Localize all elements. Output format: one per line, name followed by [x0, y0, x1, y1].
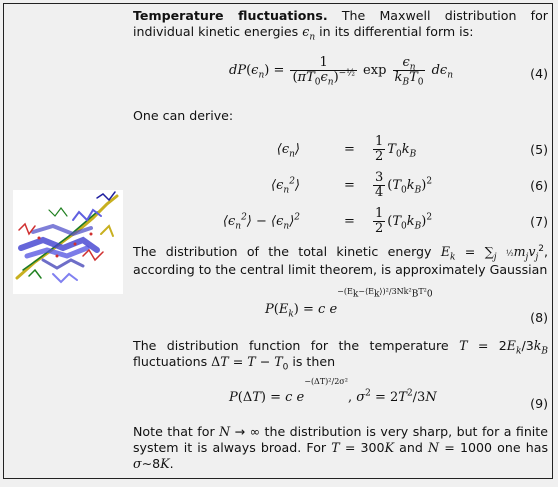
- math-total-energy: $E_k$: [440, 244, 456, 263]
- paragraph-text: is then: [288, 354, 336, 369]
- paragraph-total-energy: The distribution of the total kinetic energy $E_k = \sum_j$ $\frac{1}{2}m_jv_j^2$, according to the central limit theorem, is approximately Gaussian: [133, 243, 548, 277]
- paragraph-text: the distribution is very sharp, but for a finite system it is always broad. For: [133, 424, 548, 455]
- paragraph-text: and: [394, 440, 429, 455]
- paragraph-text: The distribution of the total kinetic energy: [133, 244, 441, 259]
- paragraph-text: Note that for: [133, 424, 220, 439]
- math-epsilon-n: $\epsilon_n$: [302, 24, 316, 43]
- equation-4: [133, 54, 548, 88]
- equation-4-body: $dP(\epsilon_n)$ = $\frac{1}{(\pi T_0\epsilon_n)^{-\frac{1}{2}}}$ exp $\frac{\epsilon_n}{k_BT_0}$ $d\epsilon_n$: [229, 55, 454, 88]
- paragraph-note: Note that for N → ∞ the distribution is very sharp, but for a finite system it is always broad. For T = 300K and N = 1000 one has σ∼8K.: [133, 424, 549, 471]
- equation-7: $⟨\epsilon_n^2⟩$ − $⟨\epsilon_n⟩^2$ = $\frac{1}{2}$ $(T_0k_B)^2$ (7): [222, 206, 548, 236]
- equation-number: (6): [530, 178, 548, 193]
- paragraph-text: , according to the central limit theorem, is approximately Gaussian: [133, 244, 548, 277]
- molecule-figure-svg: [13, 190, 123, 294]
- paragraph-text: in its differential form is:: [315, 24, 474, 39]
- paragraph-text: fluctuations: [133, 354, 212, 369]
- molecule-figure-icon: [13, 190, 123, 294]
- paragraph-derive: One can derive:: [133, 108, 234, 123]
- paragraph-text: The Maxwell distribution for individual kinetic energies: [133, 8, 548, 39]
- page-frame: [3, 3, 553, 479]
- paragraph-temperature: The distribution function for the temperature $T = 2E_k/3k_B$ fluctuations $\Delta T = T - T_0$ is then: [133, 338, 548, 373]
- equation-5: $⟨\epsilon_n⟩$ = $\frac{1}{2}$ $T_0k_B$ (5): [276, 134, 548, 164]
- equation-9-body: P(ΔT) = c $e^{-(\Delta T)^2/2\sigma^2}$, $\sigma^2 = 2T^2/3N$: [229, 376, 437, 405]
- equation-9: [133, 376, 548, 416]
- equation-number: (5): [530, 142, 548, 157]
- equation-8: [133, 286, 548, 326]
- paragraph-text: one has: [492, 440, 549, 455]
- equation-6: $⟨\epsilon_n^2⟩$ = $\frac{3}{4}$ $(T_0k_B)^2$ (6): [271, 170, 548, 200]
- equation-number: (4): [530, 66, 548, 81]
- paragraph-text: The distribution function for the temperature: [133, 338, 460, 353]
- equation-number: (8): [530, 310, 548, 325]
- section-title: Temperature fluctuations.: [133, 8, 328, 23]
- paragraph-maxwell: [133, 8, 548, 43]
- equation-number: (9): [530, 396, 548, 411]
- equation-number: (7): [530, 214, 548, 229]
- equation-8-body: $P(E_k) = c$ $e^{-(E_k-⟨E_k⟩)^2/3Nk^2_BT^2_0}$: [265, 286, 433, 320]
